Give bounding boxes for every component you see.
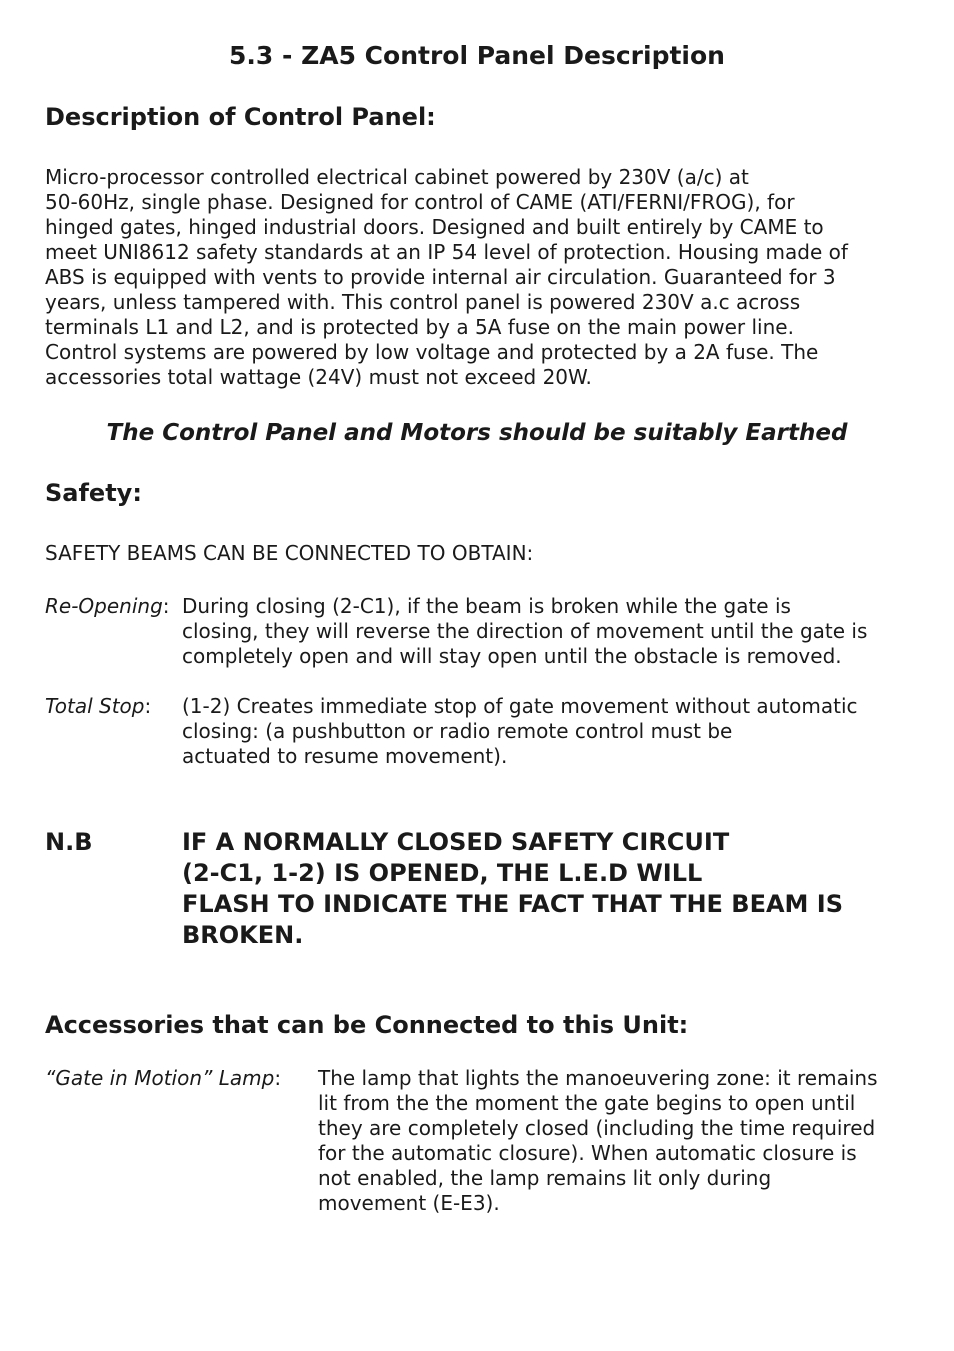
definition-line: closing: (a pushbutton or radio remote control must be xyxy=(182,719,733,743)
safety-intro: SAFETY BEAMS CAN BE CONNECTED TO OBTAIN: xyxy=(45,541,534,565)
lamp-colon: : xyxy=(274,1066,282,1090)
warning-line: IF A NORMALLY CLOSED SAFETY CIRCUIT xyxy=(182,828,730,856)
description-paragraph xyxy=(45,165,925,390)
nb-warning xyxy=(182,827,843,951)
definition-line: for the automatic closure). When automatic closure is xyxy=(318,1141,857,1165)
paragraph-line: accessories total wattage (24V) must not exceed 20W. xyxy=(45,365,592,389)
paragraph-line: Control systems are powered by low voltage and protected by a 2A fuse. The xyxy=(45,340,819,364)
reopening-term: Re-Opening xyxy=(45,594,163,618)
lamp-definition xyxy=(318,1066,877,1216)
paragraph-line: Micro-processor controlled electrical cabinet powered by 230V (a/c) at xyxy=(45,165,749,189)
definition-line: lit from the the moment the gate begins to open until xyxy=(318,1091,856,1115)
lamp-term: “Gate in Motion” Lamp xyxy=(45,1066,275,1090)
nb-label: N.B xyxy=(45,828,93,856)
definition-line: they are completely closed (including the time required xyxy=(318,1116,876,1140)
safety-heading: Safety: xyxy=(45,479,142,507)
warning-line: FLASH TO INDICATE THE FACT THAT THE BEAM IS xyxy=(182,890,844,918)
total-stop-term-row xyxy=(45,694,151,719)
reopening-colon: : xyxy=(162,594,170,618)
reopening-definition xyxy=(182,594,867,669)
section-title: 5.3 - ZA5 Control Panel Description xyxy=(229,41,725,70)
total-stop-colon: : xyxy=(144,694,152,718)
definition-line: The lamp that lights the manoeuvering zone: it remains xyxy=(318,1066,878,1090)
definition-line: During closing (2-C1), if the beam is broken while the gate is xyxy=(182,594,791,618)
definition-line: movement (E-E3). xyxy=(318,1191,500,1215)
earth-notice: The Control Panel and Motors should be suitably Earthed xyxy=(106,420,848,446)
accessories-heading: Accessories that can be Connected to this Unit: xyxy=(45,1011,689,1039)
definition-line: not enabled, the lamp remains lit only during xyxy=(318,1166,772,1190)
definition-line: closing, they will reverse the direction of movement until the gate is xyxy=(182,619,868,643)
paragraph-line: terminals L1 and L2, and is protected by a 5A fuse on the main power line. xyxy=(45,315,794,339)
paragraph-line: hinged gates, hinged industrial doors. Designed and built entirely by CAME to xyxy=(45,215,824,239)
total-stop-definition xyxy=(182,694,858,769)
definition-line: actuated to resume movement). xyxy=(182,744,508,768)
reopening-term-row xyxy=(45,594,170,619)
paragraph-line: years, unless tampered with. This control panel is powered 230V a.c across xyxy=(45,290,801,314)
definition-line: (1-2) Creates immediate stop of gate movement without automatic xyxy=(182,694,858,718)
warning-line: (2-C1, 1-2) IS OPENED, THE L.E.D WILL xyxy=(182,859,703,887)
description-heading: Description of Control Panel: xyxy=(45,103,436,131)
total-stop-term: Total Stop xyxy=(45,694,145,718)
lamp-term-row xyxy=(45,1066,281,1091)
paragraph-line: 50-60Hz, single phase. Designed for control of CAME (ATI/FERNI/FROG), for xyxy=(45,190,795,214)
paragraph-line: meet UNI8612 safety standards at an IP 54 level of protection. Housing made of xyxy=(45,240,848,264)
warning-line: BROKEN. xyxy=(182,921,304,949)
paragraph-line: ABS is equipped with vents to provide internal air circulation. Guaranteed for 3 xyxy=(45,265,836,289)
definition-line: completely open and will stay open until the obstacle is removed. xyxy=(182,644,842,668)
